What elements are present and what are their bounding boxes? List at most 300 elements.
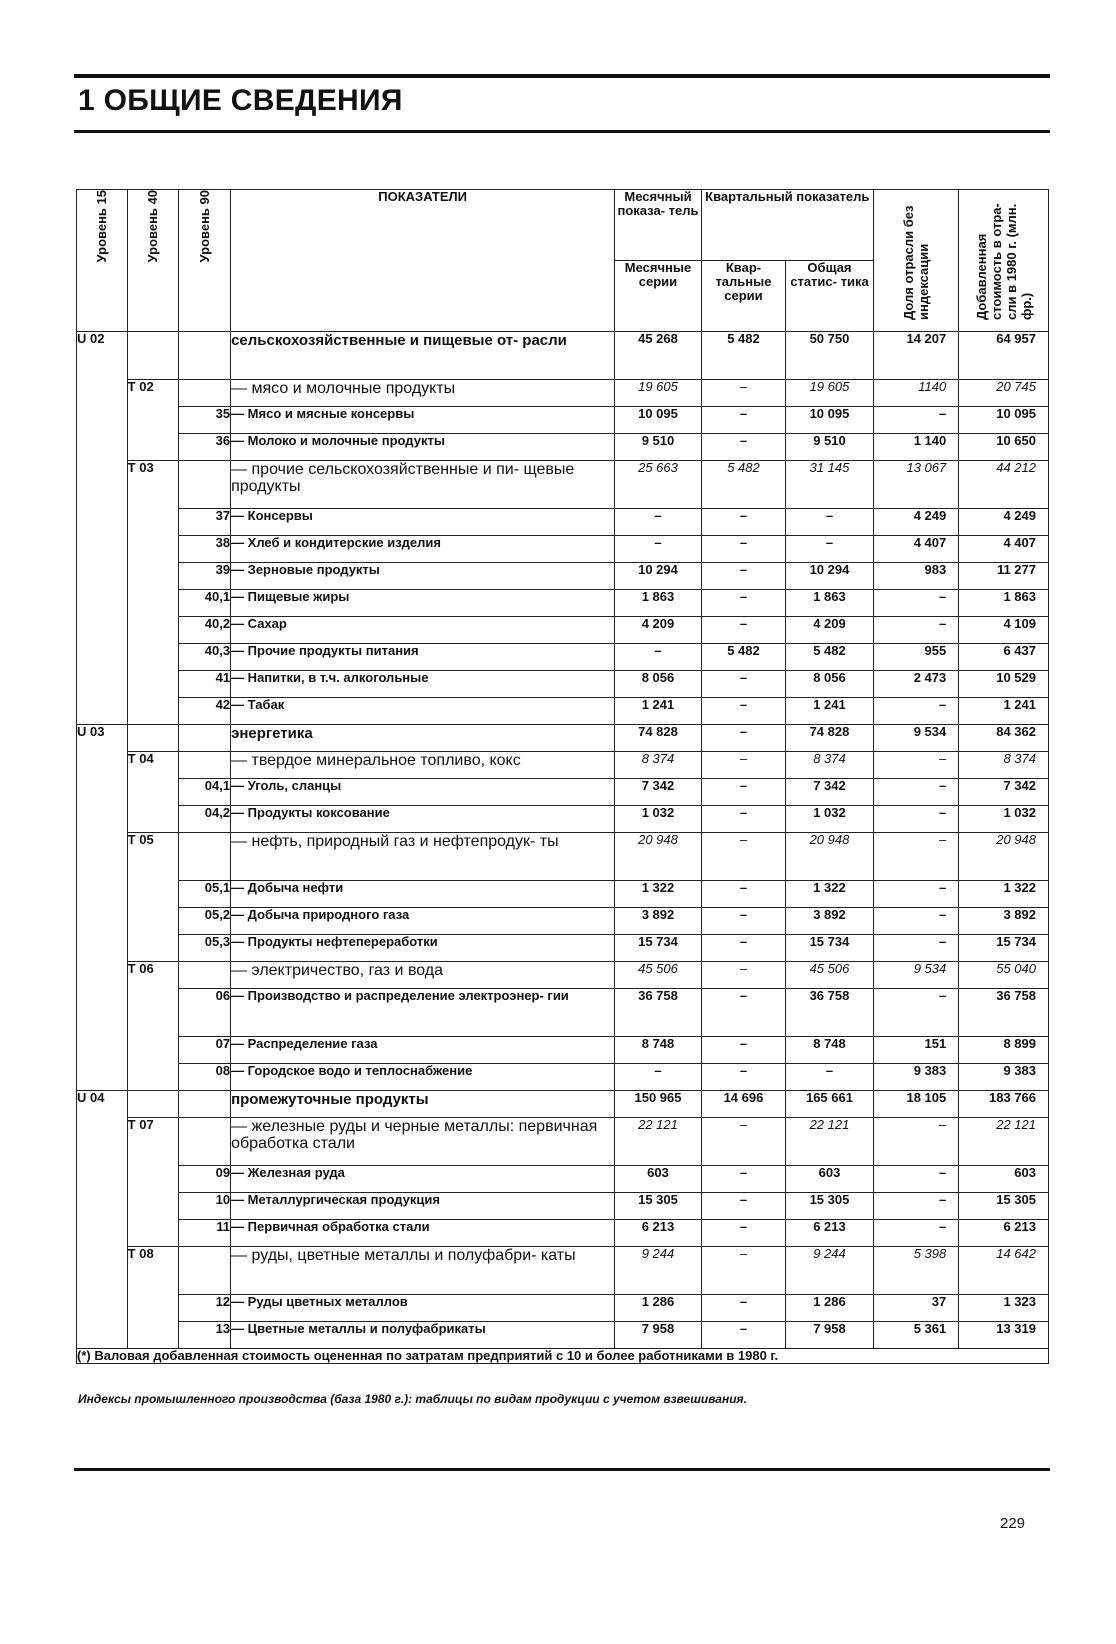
monthly-series-value: 36 758 [615, 989, 702, 1037]
general-stats-value: 4 209 [786, 617, 874, 644]
share-value: 2 473 [873, 671, 958, 698]
share-value: – [873, 1220, 958, 1247]
level90-cell: 11 [179, 1220, 231, 1247]
level15-cell [77, 752, 128, 779]
indicator-name: — Сахар [231, 617, 615, 644]
value-added-value: 36 758 [959, 989, 1049, 1037]
monthly-series-value: 10 095 [615, 407, 702, 434]
value-added-value: 7 342 [959, 779, 1049, 806]
value-added-value: 44 212 [959, 461, 1049, 509]
monthly-series-value: 19 605 [615, 380, 702, 407]
value-added-value: 1 323 [959, 1295, 1049, 1322]
monthly-series-value: 4 209 [615, 617, 702, 644]
general-stats-value: 8 748 [786, 1037, 874, 1064]
monthly-series-value: 603 [615, 1166, 702, 1193]
level15-cell [77, 380, 128, 407]
level40-cell [127, 806, 179, 833]
value-added-value: 14 642 [959, 1247, 1049, 1295]
indicator-name: — Мясо и мясные консервы [231, 407, 615, 434]
value-added-value: 6 437 [959, 644, 1049, 671]
quarterly-series-value: 5 482 [701, 461, 785, 509]
monthly-series-value: 8 056 [615, 671, 702, 698]
level40-cell [127, 989, 179, 1037]
level40-cell [127, 590, 179, 617]
monthly-series-value: 7 958 [615, 1322, 702, 1349]
monthly-series-value: 8 374 [615, 752, 702, 779]
table-row [77, 380, 1049, 407]
indicator-name: — железные руды и черные металлы: первичная обработка стали [231, 1118, 615, 1166]
table-row [77, 779, 1049, 806]
share-value: – [873, 1166, 958, 1193]
level15-cell [77, 989, 128, 1037]
general-stats-value: 7 342 [786, 779, 874, 806]
level15-cell [77, 698, 128, 725]
level40-cell [127, 434, 179, 461]
table-row [77, 1247, 1049, 1295]
value-added-value: 6 213 [959, 1220, 1049, 1247]
general-stats-value: 3 892 [786, 908, 874, 935]
table-row [77, 1064, 1049, 1091]
indicator-name: — Добыча природного газа [231, 908, 615, 935]
general-stats-value: 5 482 [786, 644, 874, 671]
share-value: – [873, 698, 958, 725]
table-row [77, 332, 1049, 380]
level90-cell: 40,3 [179, 644, 231, 671]
value-added-value: 22 121 [959, 1118, 1049, 1166]
table-row [77, 698, 1049, 725]
value-added-value: 55 040 [959, 962, 1049, 989]
quarterly-series-value: – [701, 617, 785, 644]
general-stats-value: 603 [786, 1166, 874, 1193]
quarterly-series-value: – [701, 881, 785, 908]
monthly-series-value: 7 342 [615, 779, 702, 806]
value-added-value: 1 863 [959, 590, 1049, 617]
general-stats-value: 8 056 [786, 671, 874, 698]
value-added-value: 8 899 [959, 1037, 1049, 1064]
level15-cell [77, 617, 128, 644]
indicator-name: — Молоко и молочные продукты [231, 434, 615, 461]
general-stats-value: 9 244 [786, 1247, 874, 1295]
level15-cell [77, 1037, 128, 1064]
indicator-name: сельскохозяйственные и пищевые от- расли [231, 332, 615, 380]
share-value: – [873, 1118, 958, 1166]
indicator-name: — Табак [231, 698, 615, 725]
monthly-series-value: 1 286 [615, 1295, 702, 1322]
indicator-name: — электричество, газ и вода [231, 962, 615, 989]
monthly-series-value: – [615, 509, 702, 536]
level15-cell [77, 509, 128, 536]
header-quarterly-indicator: Квартальный показатель [701, 190, 873, 261]
level90-cell [179, 725, 231, 752]
monthly-series-value: 20 948 [615, 833, 702, 881]
header-quarterly-series: Квар- тальные серии [701, 261, 785, 332]
share-value: – [873, 779, 958, 806]
quarterly-series-value: – [701, 1220, 785, 1247]
value-added-value: 4 109 [959, 617, 1049, 644]
level40-cell [127, 1322, 179, 1349]
quarterly-series-value: – [701, 779, 785, 806]
header-monthly-series: Месячные серии [615, 261, 702, 332]
indicator-name: — Продукты коксование [231, 806, 615, 833]
header-value-added: Добавленная стоимость в отра- сли в 1980 г. (млн. фр.) [959, 190, 1049, 332]
monthly-series-value: 3 892 [615, 908, 702, 935]
level15-cell [77, 908, 128, 935]
general-stats-value: 20 948 [786, 833, 874, 881]
value-added-value: 20 948 [959, 833, 1049, 881]
table-footnote: (*) Валовая добавленная стоимость оцененная по затратам предприятий с 10 и более работниками в 1980 г. [77, 1349, 1049, 1364]
page-title: 1 ОБЩИЕ СВЕДЕНИЯ [78, 84, 403, 117]
value-added-value: 183 766 [959, 1091, 1049, 1118]
level15-cell: U 04 [77, 1091, 128, 1118]
table-row [77, 536, 1049, 563]
indicator-name: — Хлеб и кондитерские изделия [231, 536, 615, 563]
level40-cell [127, 908, 179, 935]
level15-cell [77, 1166, 128, 1193]
general-stats-value: 1 286 [786, 1295, 874, 1322]
level15-cell [77, 563, 128, 590]
indicator-name: — Первичная обработка стали [231, 1220, 615, 1247]
general-stats-value: 19 605 [786, 380, 874, 407]
table-row [77, 1091, 1049, 1118]
share-value: – [873, 407, 958, 434]
general-stats-value: 1 032 [786, 806, 874, 833]
share-value: 955 [873, 644, 958, 671]
level15-cell [77, 1064, 128, 1091]
quarterly-series-value: – [701, 434, 785, 461]
level90-cell: 35 [179, 407, 231, 434]
general-stats-value: 15 734 [786, 935, 874, 962]
value-added-value: 20 745 [959, 380, 1049, 407]
level40-cell [127, 698, 179, 725]
value-added-value: 4 249 [959, 509, 1049, 536]
table-row [77, 1166, 1049, 1193]
level40-cell [127, 332, 179, 380]
table-row [77, 509, 1049, 536]
level40-cell [127, 779, 179, 806]
quarterly-series-value: – [701, 509, 785, 536]
header-share-no-index: Доля отрасли без индексации [873, 190, 958, 332]
quarterly-series-value: – [701, 407, 785, 434]
level15-cell [77, 671, 128, 698]
table-row [77, 806, 1049, 833]
level90-cell: 05,2 [179, 908, 231, 935]
quarterly-series-value: – [701, 1295, 785, 1322]
indicator-name: — Пищевые жиры [231, 590, 615, 617]
table-row [77, 935, 1049, 962]
level15-cell [77, 590, 128, 617]
header-general-stats: Общая статис- тика [786, 261, 874, 332]
table-row [77, 1037, 1049, 1064]
header-level40: Уровень 40 [127, 190, 179, 332]
level90-cell: 38 [179, 536, 231, 563]
level40-cell [127, 509, 179, 536]
general-stats-value: 9 510 [786, 434, 874, 461]
table-row [77, 833, 1049, 881]
general-stats-value: – [786, 509, 874, 536]
level90-cell: 09 [179, 1166, 231, 1193]
table-row [77, 644, 1049, 671]
level40-cell: T 05 [127, 833, 179, 881]
indicator-name: энергетика [231, 725, 615, 752]
table-body [77, 332, 1049, 1349]
level40-cell [127, 1220, 179, 1247]
value-added-value: 9 383 [959, 1064, 1049, 1091]
indicator-name: — Консервы [231, 509, 615, 536]
table-row [77, 989, 1049, 1037]
indicator-name: — Прочие продукты питания [231, 644, 615, 671]
quarterly-series-value: 5 482 [701, 332, 785, 380]
level15-cell [77, 1220, 128, 1247]
level40-cell: T 08 [127, 1247, 179, 1295]
general-stats-value: 1 241 [786, 698, 874, 725]
level90-cell: 40,2 [179, 617, 231, 644]
general-stats-value: 6 213 [786, 1220, 874, 1247]
quarterly-series-value: – [701, 935, 785, 962]
quarterly-series-value: – [701, 590, 785, 617]
level90-cell: 05,1 [179, 881, 231, 908]
monthly-series-value: 1 241 [615, 698, 702, 725]
level90-cell [179, 1118, 231, 1166]
level40-cell [127, 881, 179, 908]
quarterly-series-value: – [701, 806, 785, 833]
monthly-series-value: 6 213 [615, 1220, 702, 1247]
value-added-value: 13 319 [959, 1322, 1049, 1349]
value-added-value: 603 [959, 1166, 1049, 1193]
quarterly-series-value: – [701, 536, 785, 563]
value-added-value: 1 322 [959, 881, 1049, 908]
monthly-series-value: 45 268 [615, 332, 702, 380]
share-value: – [873, 752, 958, 779]
quarterly-series-value: – [701, 563, 785, 590]
quarterly-series-value: – [701, 962, 785, 989]
level90-cell: 41 [179, 671, 231, 698]
level90-cell: 42 [179, 698, 231, 725]
table-row [77, 1322, 1049, 1349]
general-stats-value: 1 322 [786, 881, 874, 908]
monthly-series-value: 9 510 [615, 434, 702, 461]
table-row [77, 962, 1049, 989]
general-stats-value: 36 758 [786, 989, 874, 1037]
share-value: – [873, 989, 958, 1037]
monthly-series-value: 10 294 [615, 563, 702, 590]
page-number: 229 [1000, 1515, 1026, 1532]
monthly-series-value: 22 121 [615, 1118, 702, 1166]
level90-cell: 04,2 [179, 806, 231, 833]
share-value: 4 249 [873, 509, 958, 536]
header-monthly-indicator: Месячный показа- тель [615, 190, 702, 261]
share-value: 1140 [873, 380, 958, 407]
quarterly-series-value: – [701, 752, 785, 779]
header-indicators: ПОКАЗАТЕЛИ [231, 190, 615, 332]
share-value: – [873, 590, 958, 617]
table-row [77, 563, 1049, 590]
indicator-name: — Железная руда [231, 1166, 615, 1193]
level90-cell [179, 833, 231, 881]
table-row [77, 461, 1049, 509]
table-row [77, 671, 1049, 698]
level15-cell [77, 1247, 128, 1295]
value-added-value: 1 241 [959, 698, 1049, 725]
level90-cell [179, 752, 231, 779]
level40-cell [127, 671, 179, 698]
level15-cell [77, 935, 128, 962]
quarterly-series-value: – [701, 1118, 785, 1166]
value-added-value: 15 734 [959, 935, 1049, 962]
level40-cell: T 06 [127, 962, 179, 989]
monthly-series-value: 1 032 [615, 806, 702, 833]
monthly-series-value: 15 305 [615, 1193, 702, 1220]
share-value: 13 067 [873, 461, 958, 509]
share-value: 9 534 [873, 725, 958, 752]
share-value: – [873, 833, 958, 881]
quarterly-series-value: – [701, 989, 785, 1037]
level15-cell [77, 833, 128, 881]
share-value: 5 398 [873, 1247, 958, 1295]
general-stats-value: 10 294 [786, 563, 874, 590]
general-stats-value: 10 095 [786, 407, 874, 434]
indicator-name: — Зерновые продукты [231, 563, 615, 590]
indicator-name: — Продукты нефтепереработки [231, 935, 615, 962]
level40-cell: T 03 [127, 461, 179, 509]
level15-cell: U 02 [77, 332, 128, 380]
level40-cell [127, 536, 179, 563]
monthly-series-value: 1 863 [615, 590, 702, 617]
general-stats-value: 45 506 [786, 962, 874, 989]
level15-cell [77, 1118, 128, 1166]
share-value: – [873, 881, 958, 908]
level40-cell [127, 1064, 179, 1091]
quarterly-series-value: – [701, 380, 785, 407]
general-stats-value: 165 661 [786, 1091, 874, 1118]
indicator-name: — твердое минеральное топливо, кокс [231, 752, 615, 779]
share-value: – [873, 617, 958, 644]
header-level90: Уровень 90 [179, 190, 231, 332]
indicator-name: — Добыча нефти [231, 881, 615, 908]
indicator-name: — руды, цветные металлы и полуфабри- каты [231, 1247, 615, 1295]
value-added-value: 8 374 [959, 752, 1049, 779]
indicator-name: — Руды цветных металлов [231, 1295, 615, 1322]
top-rule [74, 74, 1050, 78]
quarterly-series-value: 14 696 [701, 1091, 785, 1118]
quarterly-series-value: – [701, 698, 785, 725]
general-stats-value: – [786, 536, 874, 563]
value-added-value: 11 277 [959, 563, 1049, 590]
level90-cell: 40,1 [179, 590, 231, 617]
share-value: 151 [873, 1037, 958, 1064]
level90-cell: 07 [179, 1037, 231, 1064]
bottom-rule [74, 1468, 1050, 1471]
indicator-name: — нефть, природный газ и нефтепродук- ты [231, 833, 615, 881]
general-stats-value: 8 374 [786, 752, 874, 779]
table-row [77, 407, 1049, 434]
indicator-name: — Металлургическая продукция [231, 1193, 615, 1220]
monthly-series-value: – [615, 536, 702, 563]
title-rule [74, 130, 1050, 133]
level15-cell [77, 779, 128, 806]
monthly-series-value: 150 965 [615, 1091, 702, 1118]
share-value: – [873, 806, 958, 833]
monthly-series-value: 9 244 [615, 1247, 702, 1295]
indicator-name: — Цветные металлы и полуфабрикаты [231, 1322, 615, 1349]
value-added-value: 10 095 [959, 407, 1049, 434]
level40-cell [127, 935, 179, 962]
table-row [77, 590, 1049, 617]
level90-cell: 39 [179, 563, 231, 590]
quarterly-series-value: – [701, 1193, 785, 1220]
monthly-series-value: 15 734 [615, 935, 702, 962]
level40-cell [127, 1193, 179, 1220]
level40-cell [127, 1091, 179, 1118]
share-value: 14 207 [873, 332, 958, 380]
quarterly-series-value: – [701, 725, 785, 752]
table-row [77, 1193, 1049, 1220]
value-added-value: 3 892 [959, 908, 1049, 935]
level90-cell: 13 [179, 1322, 231, 1349]
level15-cell [77, 1295, 128, 1322]
quarterly-series-value: – [701, 908, 785, 935]
level90-cell: 05,3 [179, 935, 231, 962]
level90-cell [179, 380, 231, 407]
level40-cell: T 07 [127, 1118, 179, 1166]
level90-cell [179, 1091, 231, 1118]
share-value: – [873, 908, 958, 935]
level40-cell [127, 563, 179, 590]
level90-cell: 06 [179, 989, 231, 1037]
general-stats-value: – [786, 1064, 874, 1091]
share-value: 4 407 [873, 536, 958, 563]
table-row [77, 908, 1049, 935]
value-added-value: 84 362 [959, 725, 1049, 752]
value-added-value: 1 032 [959, 806, 1049, 833]
indicator-name: — Напитки, в т.ч. алкогольные [231, 671, 615, 698]
table-row [77, 617, 1049, 644]
level15-cell [77, 962, 128, 989]
header-level15: Уровень 15 [77, 190, 128, 332]
table-row [77, 1220, 1049, 1247]
level90-cell: 10 [179, 1193, 231, 1220]
share-value: 5 361 [873, 1322, 958, 1349]
general-stats-value: 31 145 [786, 461, 874, 509]
indicator-name: — Производство и распределение электроэнер- гии [231, 989, 615, 1037]
level15-cell [77, 1193, 128, 1220]
quarterly-series-value: – [701, 1247, 785, 1295]
level90-cell [179, 962, 231, 989]
level15-cell [77, 461, 128, 509]
table-row [77, 725, 1049, 752]
share-value: – [873, 1193, 958, 1220]
value-added-value: 10 650 [959, 434, 1049, 461]
quarterly-series-value: 5 482 [701, 644, 785, 671]
indicator-name: — Распределение газа [231, 1037, 615, 1064]
level90-cell [179, 332, 231, 380]
quarterly-series-value: – [701, 1037, 785, 1064]
share-value: – [873, 935, 958, 962]
indicator-name: — прочие сельскохозяйственные и пи- щевые продукты [231, 461, 615, 509]
share-value: 9 383 [873, 1064, 958, 1091]
monthly-series-value: 25 663 [615, 461, 702, 509]
level40-cell [127, 407, 179, 434]
share-value: 983 [873, 563, 958, 590]
indicator-name: промежуточные продукты [231, 1091, 615, 1118]
level40-cell [127, 644, 179, 671]
monthly-series-value: – [615, 1064, 702, 1091]
monthly-series-value: – [615, 644, 702, 671]
level40-cell [127, 725, 179, 752]
level90-cell [179, 1247, 231, 1295]
indicators-table [76, 189, 1049, 1364]
level90-cell: 36 [179, 434, 231, 461]
level15-cell [77, 536, 128, 563]
